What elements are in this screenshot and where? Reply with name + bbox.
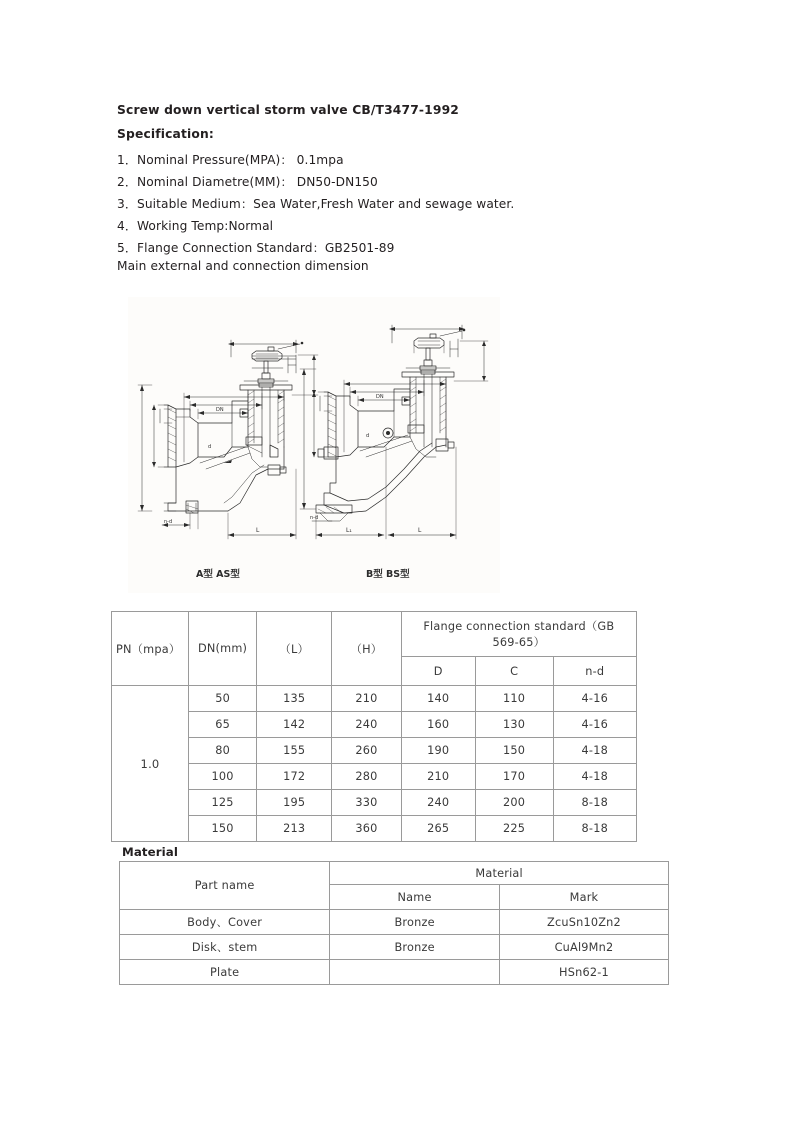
cell-h: 260 [332, 738, 401, 764]
cell-dn: 100 [188, 764, 256, 790]
cell-l: 195 [257, 790, 332, 816]
cell-c: 110 [475, 686, 553, 712]
spec-item [117, 215, 757, 237]
table-row [112, 738, 637, 764]
header-pn: PN（mpa） [112, 612, 189, 686]
valve-technical-drawing [128, 297, 500, 593]
table-row [112, 712, 637, 738]
table-header-row [120, 862, 669, 885]
cell-d: 240 [401, 790, 475, 816]
header-part-name: Part name [120, 862, 330, 910]
cell-h: 240 [332, 712, 401, 738]
cell-dn: 150 [188, 816, 256, 842]
spec-item [117, 149, 757, 171]
svg-text:DN: DN [376, 394, 384, 400]
cell-nd: 4-18 [553, 764, 636, 790]
svg-text:L₁: L₁ [346, 527, 352, 534]
valve-figure-a [138, 340, 318, 539]
cell-c: 200 [475, 790, 553, 816]
svg-text:L: L [418, 527, 422, 534]
spec-item-number: 4． [117, 219, 138, 233]
cell-c: 150 [475, 738, 553, 764]
header-flange-group: Flange connection standard（GB 569-65） [401, 612, 636, 657]
header-c: C [475, 657, 553, 686]
cell-dn: 65 [188, 712, 256, 738]
header-d: D [401, 657, 475, 686]
cell-l: 172 [257, 764, 332, 790]
spec-item [117, 193, 757, 215]
header-h: （H） [332, 612, 401, 686]
cell-part-name: Disk、stem [120, 935, 330, 960]
cell-h: 360 [332, 816, 401, 842]
table-row [120, 935, 669, 960]
cell-d: 190 [401, 738, 475, 764]
material-table [119, 861, 669, 985]
cell-material-name: Bronze [330, 935, 500, 960]
cell-pn-value: 1.0 [112, 686, 189, 842]
spec-item [117, 237, 757, 259]
cell-nd: 4-16 [553, 686, 636, 712]
cell-nd: 4-18 [553, 738, 636, 764]
spec-item-text: Suitable Medium：Sea Water,Fresh Water and sewage water. [137, 197, 515, 211]
cell-c: 225 [475, 816, 553, 842]
cell-c: 170 [475, 764, 553, 790]
cell-dn: 80 [188, 738, 256, 764]
svg-text:d: d [208, 444, 212, 450]
header-l: （L） [257, 612, 332, 686]
cell-nd: 8-18 [553, 816, 636, 842]
header-nd: n-d [553, 657, 636, 686]
cell-nd: 4-16 [553, 712, 636, 738]
cell-part-name: Plate [120, 960, 330, 985]
table-row [112, 686, 637, 712]
cell-h: 280 [332, 764, 401, 790]
table-row [112, 790, 637, 816]
spec-item-number: 1． [117, 153, 138, 167]
cell-material-name: Bronze [330, 910, 500, 935]
spec-item-number: 5． [117, 241, 138, 255]
table-row [112, 816, 637, 842]
svg-text:n-d: n-d [310, 515, 319, 521]
cell-l: 213 [257, 816, 332, 842]
cell-part-name: Body、Cover [120, 910, 330, 935]
cell-h: 330 [332, 790, 401, 816]
spec-item-text: Flange Connection Standard：GB2501-89 [137, 241, 395, 255]
page-title: Screw down vertical storm valve CB/T3477-1992 [117, 103, 459, 117]
cell-l: 142 [257, 712, 332, 738]
dimension-table [111, 611, 637, 842]
cell-material-mark: ZcuSn10Zn2 [499, 910, 668, 935]
figure-caption-b: B型 BS型 [366, 569, 410, 580]
spec-item-text: Working Temp:Normal [137, 219, 274, 233]
cell-material-mark: CuAl9Mn2 [499, 935, 668, 960]
table-row [112, 764, 637, 790]
spec-item-text: Nominal Diametre(MM)： DN50-DN150 [137, 175, 378, 189]
spec-item-number: 2． [117, 175, 138, 189]
specification-heading: Specification: [117, 127, 214, 141]
svg-text:n-d: n-d [164, 519, 173, 525]
header-material-group: Material [330, 862, 669, 885]
cell-nd: 8-18 [553, 790, 636, 816]
cell-c: 130 [475, 712, 553, 738]
cell-l: 135 [257, 686, 332, 712]
table-header-row [112, 612, 637, 657]
header-material-name: Name [330, 885, 500, 910]
dimension-note: Main external and connection dimension [117, 259, 369, 273]
spec-item-text: Nominal Pressure(MPA)： 0.1mpa [137, 153, 344, 167]
cell-d: 265 [401, 816, 475, 842]
header-material-mark: Mark [499, 885, 668, 910]
cell-dn: 125 [188, 790, 256, 816]
svg-text:DN: DN [216, 407, 224, 413]
spec-item-number: 3． [117, 197, 138, 211]
cell-l: 155 [257, 738, 332, 764]
cell-h: 210 [332, 686, 401, 712]
svg-text:L: L [256, 527, 260, 534]
material-section-title: Material [122, 845, 179, 859]
spec-item [117, 171, 757, 193]
table-row [120, 960, 669, 985]
cell-dn: 50 [188, 686, 256, 712]
cell-d: 160 [401, 712, 475, 738]
cell-material-name [330, 960, 500, 985]
figure-caption-a: A型 AS型 [196, 569, 240, 580]
valve-drawing-svg [128, 297, 500, 593]
cell-material-mark: HSn62-1 [499, 960, 668, 985]
cell-d: 210 [401, 764, 475, 790]
specification-list [117, 149, 757, 259]
valve-figure-b [300, 325, 488, 539]
svg-text:d: d [366, 433, 370, 439]
header-dn: DN(mm) [188, 612, 256, 686]
figure-captions [128, 566, 500, 584]
table-row [120, 910, 669, 935]
cell-d: 140 [401, 686, 475, 712]
